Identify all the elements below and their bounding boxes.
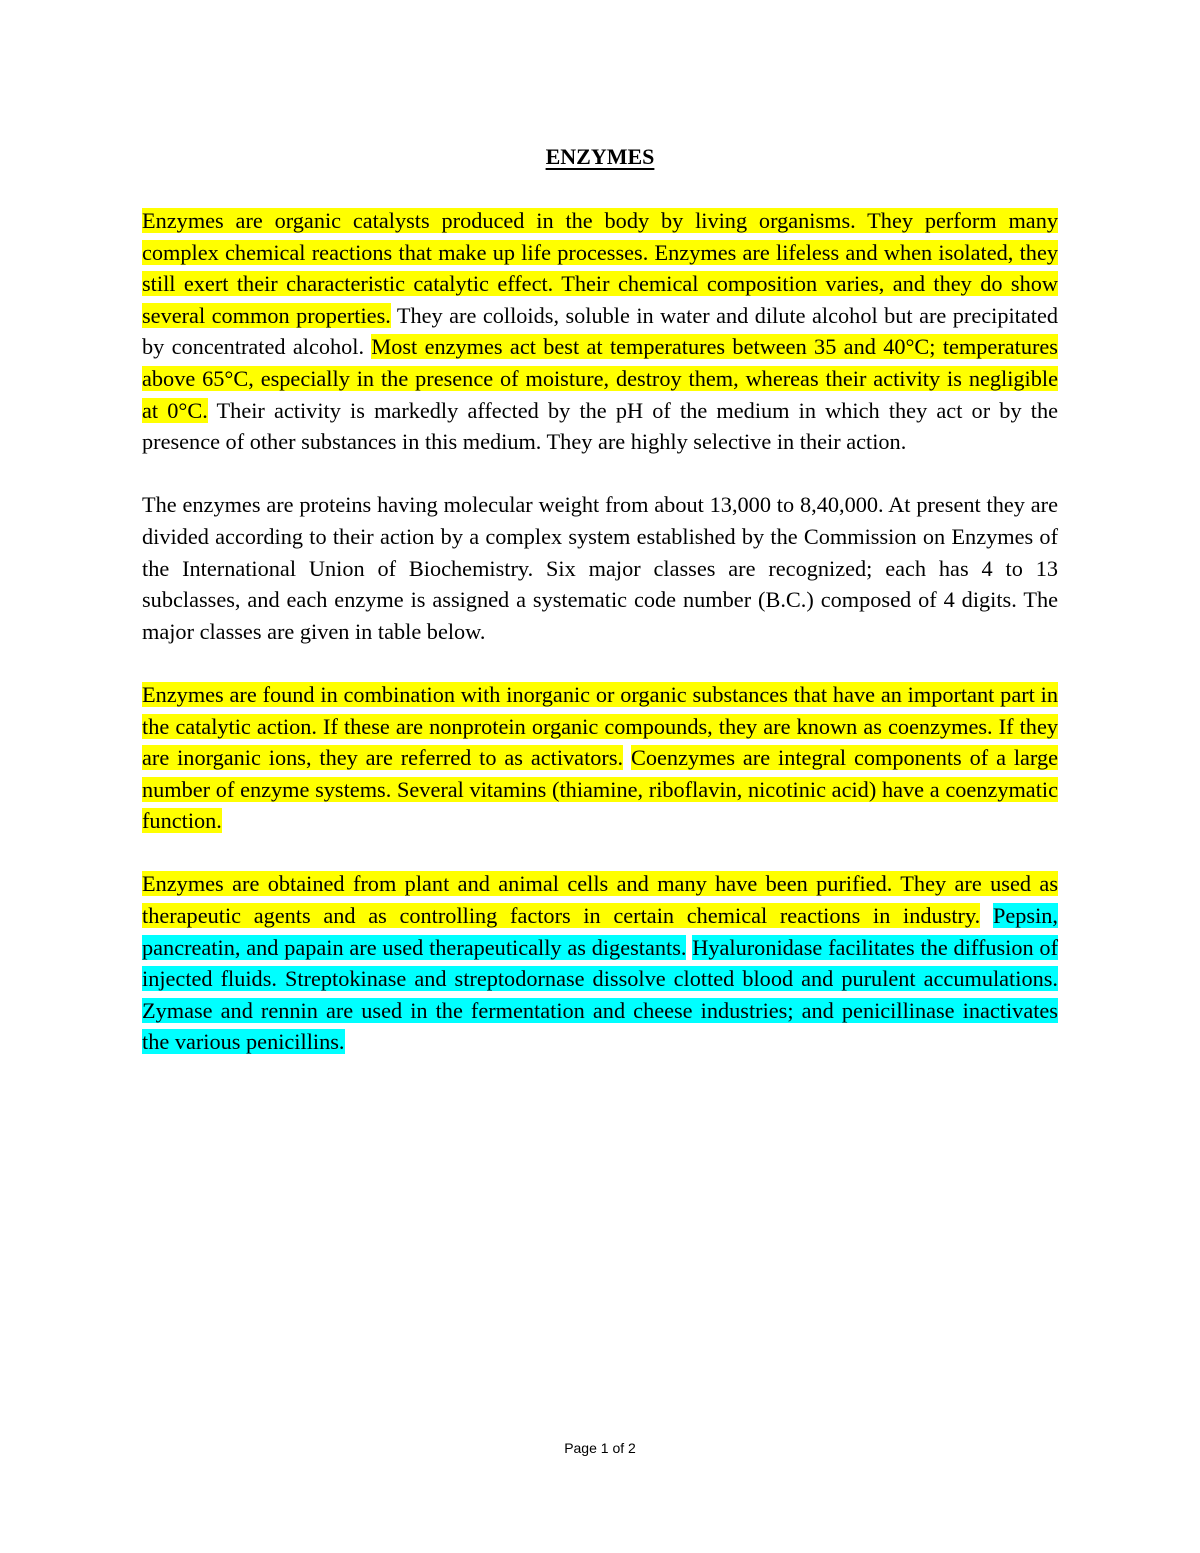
paragraph <box>142 205 1058 458</box>
highlighted-text: Coenzymes are integral components of a large number of enzyme systems. Several vitamins (thiamine, riboflavin, nicotinic acid) have a coenzymatic function. <box>142 745 1058 834</box>
paragraph <box>142 679 1058 837</box>
text-run <box>623 745 631 770</box>
page-footer: Page 1 of 2 <box>564 1440 636 1456</box>
highlighted-text: Enzymes are organic catalysts produced in the body by living organisms. They perform many complex chemical reactions that make up life processes. Enzymes are lifeless and when isolated, they still exert their characteristic catalytic effect. Their chemical composition varies, and they do show several common properties. <box>142 208 1058 328</box>
document-body <box>142 205 1058 1090</box>
text-run: Their activity is markedly affected by the pH of the medium in which they act or by the presence of other substances in this medium. They are highly selective in their action. <box>142 397 1058 455</box>
highlighted-text: Most enzymes act best at temperatures between 35 and 40°C; temperatures above 65°C, especially in the presence of moisture, destroy them, whereas their activity is negligible at 0°C. <box>142 334 1058 423</box>
highlighted-text: Enzymes are obtained from plant and animal cells and many have been purified. They are used as therapeutic agents and as controlling factors in certain chemical reactions in industry. <box>142 871 1058 929</box>
paragraph <box>142 489 1058 647</box>
highlighted-text: Hyaluronidase facilitates the diffusion of injected fluids. Streptokinase and streptodornase dissolve clotted blood and purulent accumulations. Zymase and rennin are used in the fermentation and cheese industries; and penicillinase inactivates the various penicillins. <box>142 934 1059 1055</box>
text-run <box>980 903 993 928</box>
text-run: The enzymes are proteins having molecular weight from about 13,000 to 8,40,000. At present they are divided according to their action by a complex system established by the Commission on Enzymes of the International Union of Biochemistry. Six major classes are recognized; each has 4 to 13 subclasses, and each enzyme is assigned a systematic code number (B.C.) composed of 4 digits. The major classes are given in table below. <box>142 492 1058 644</box>
page-title: ENZYMES <box>545 144 655 169</box>
text-run: They are colloids, soluble in water and dilute alcohol but are precipitated by concentrated alcohol. <box>142 302 1058 360</box>
highlighted-text: Pepsin, pancreatin, and papain are used therapeutically as digestants. <box>142 903 1058 960</box>
paragraph <box>142 868 1058 1058</box>
highlighted-text: Enzymes are found in combination with inorganic or organic substances that have an important part in the catalytic action. If these are nonprotein organic compounds, they are known as coenzymes. If they are inorganic ions, they are referred to as activators. <box>142 681 1058 771</box>
